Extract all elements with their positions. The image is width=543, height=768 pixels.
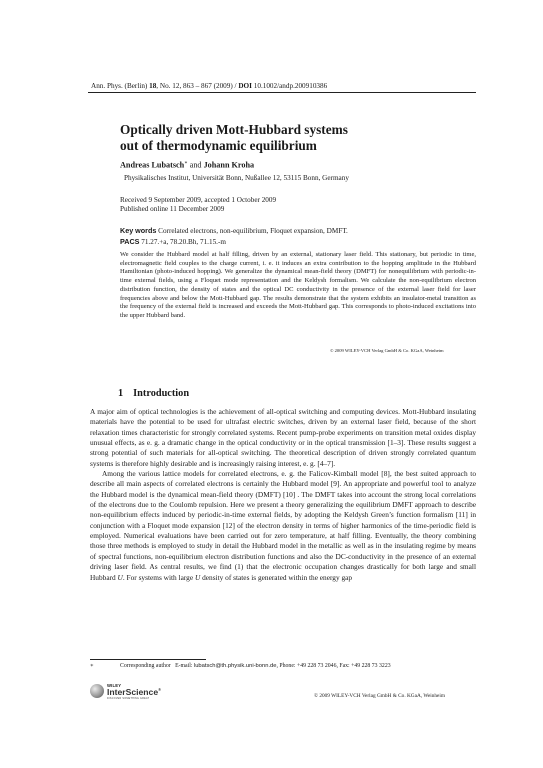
contact-info: , Phone: +49 228 73 2046, Fax: +49 228 73 3223 (276, 663, 391, 669)
keywords-block (120, 226, 348, 247)
footer-copyright: © 2009 WILEY-VCH Verlag GmbH & Co. KGaA, Weinheim (314, 693, 446, 699)
running-header (91, 82, 471, 90)
section-heading (118, 388, 189, 399)
received-date: Received 9 September 2009, accepted 1 October 2009 (120, 196, 277, 204)
logo-wiley-text: WILEY (107, 683, 122, 688)
keywords-text: Correlated electrons, non-equilibrium, Floquet expansion, DMFT. (158, 227, 348, 235)
paper-title (120, 122, 460, 154)
author-list (120, 160, 254, 170)
keywords-label: Key words (120, 226, 157, 235)
abstract: We consider the Hubbard model at half filling, driven by an external, stationary laser field. This stationary, but periodic in time, electromagnetic field couples to the charge current, i. e. it induces an extra contribution to the hopping amplitude in the Hubbard Hamiltonian (photo-induced hopping). We generalize the dynamical mean-field theory (DMFT) for nonequilibrium with periodic-in-time external fields, using a Floquet mode representation and the Keldysh formalism. We calculate the non-equilibrium electron distribution function, the density of states and the optical DC conductivity in the presence of the external laser field for laser frequencies above and below the Mott-Hubbard gap. The results demonstrate that the system exhibits an insulator-metal transition as the frequency of the external field is increased and exceeds the Mott-Hubbard gap. This corresponds to photo-induced excitations into the upper Hubbard band. (120, 251, 476, 319)
author-2: Johann Kroha (203, 160, 255, 170)
published-date: Published online 11 December 2009 (120, 205, 225, 214)
corresponding-mark: ∗ (184, 161, 188, 166)
issue-pages: , No. 12, 863 – 867 (2009) / (156, 82, 237, 90)
pacs-label: PACS (120, 236, 140, 246)
journal-volume: 18 (149, 82, 157, 90)
paragraph-2: Among the various lattice models for correlated electrons, e. g. the Falicov-Kimball model [8], the best suited approach to describe all main aspects of correlated electrons is certainly the Hubbard model [9]. An appropriate and powerful tool to analyze the Hubbard model is the dynamical mean-field theory (DMFT) [10] . The DMFT takes into account the strong local correlations of the electrons due to the Coulomb repulsion. Here we present a theory generalizing the equilibrium DMFT approach to describe non-equilibrium effects induced by periodic-in-time external fields, by adopting the Keldysh Green’s function formalism [11] in conjunction with a Floquet mode expansion [12] of the electron density in terms of higher harmonics of the time-periodic field is employed. Numerical evaluations have been carried out for zero temperature, at half filling. Eventually, the theory combining those three methods is employed to study in detail the Hubbard model in the metallic as well as in the insulating regime by means of spectral functions, non-equilibrium electron distribution functions and also the DC-conductivity in the presence of an external driving laser field. As central results, we find (1) that the electronic occupation changes drastically for both large and small Hubbard U. For systems with large U density of states is generated within the energy gap (90, 469, 476, 582)
title-line-1: Optically driven Mott-Hubbard systems (120, 122, 348, 137)
email-link[interactable]: lubatsch@th.physik.uni-bonn.de (193, 663, 277, 669)
variable-u: U (117, 572, 123, 582)
doi-label: DOI (238, 82, 252, 90)
section-title: Introduction (133, 388, 190, 399)
abstract-copyright: © 2009 WILEY-VCH Verlag GmbH & Co. KGaA, Weinheim (330, 348, 444, 353)
globe-icon (90, 684, 104, 698)
doi-link[interactable]: 10.1002/andp.200910386 (253, 82, 328, 90)
pacs-codes: 71.27.+a, 78.20.Bh, 71.15.-m (141, 237, 226, 246)
variable-u: U (194, 572, 201, 582)
footnote-rule (90, 659, 206, 660)
affiliation: Physikalisches Institut, Universität Bonn, Nußallee 12, 53115 Bonn, Germany (124, 174, 349, 182)
journal-name: Ann. Phys. (Berlin) (91, 82, 148, 90)
logo-main-text: InterScience® (107, 687, 162, 697)
title-line-2: out of thermodynamic equilibrium (120, 138, 317, 153)
paragraph-1: A major aim of optical technologies is the achievement of all-optical switching and computing devices. Mott-Hubbard insulating materials have the potential to be used for ultrafast electric switches, driven by an external laser field, because of the short relaxation times characteristic for strongly correlated systems. Recent pump-probe experiments on transition metal oxides display unusual effects, as e. g. a dramatic change in the optical conductivity or in the optical transmission [1–3]. These results suggest a strong potential of such materials for all-optical switching. The theoretical description of driven strongly correlated quantum systems is therefore highly desirable and is increasingly raising interest, e. g. [4–7]. (90, 407, 476, 468)
interscience-logo (90, 682, 160, 702)
footnote-label: Corresponding author (120, 663, 171, 669)
header-rule (88, 92, 476, 93)
author-1: Andreas Lubatsch (120, 160, 185, 170)
footnote-mark: ∗ (90, 663, 94, 669)
footnote (90, 663, 391, 669)
author-joiner: and (189, 160, 202, 170)
logo-tagline: DISCOVER SOMETHING GREAT (107, 697, 150, 700)
body-text (90, 407, 476, 583)
section-number: 1 (118, 388, 124, 399)
publication-dates (120, 196, 276, 215)
email-label: E-mail: (175, 663, 193, 669)
